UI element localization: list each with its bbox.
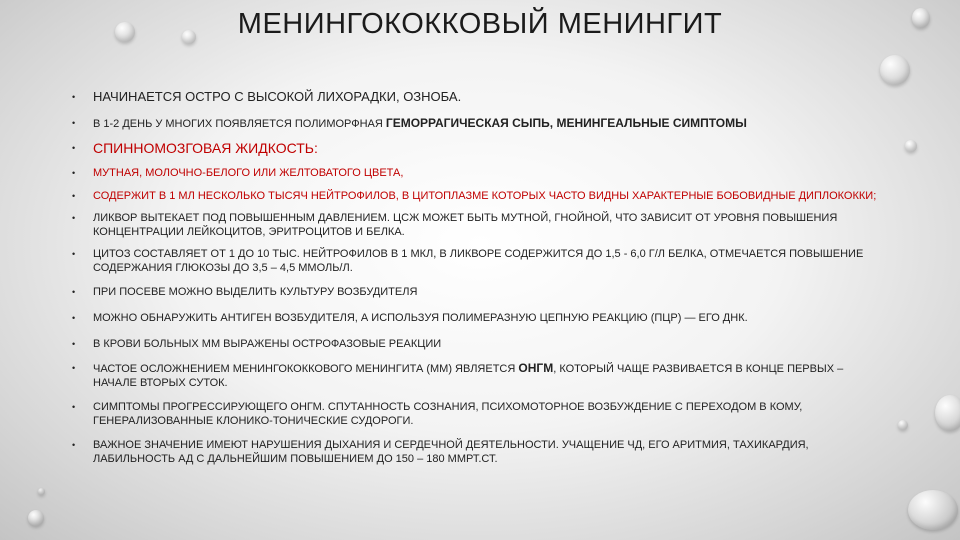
item-text: ЛИКВОР ВЫТЕКАЕТ ПОД ПОВЫШЕННЫМ ДАВЛЕНИЕМ. ЦСЖ МОЖЕТ БЫТЬ МУТНОЙ, ГНОЙНОЙ, ЧТО ЗАВИСИТ ОТ УРОВНЯ ПОВЫШЕНИЯ КОНЦЕНТРАЦИИ ЛЕЙКОЦИТОВ, ЭРИТРОЦИТОВ И БЕЛКА. (93, 212, 838, 238)
water-drop-decoration (935, 395, 960, 431)
bullet-icon: • (72, 339, 76, 349)
bullet-icon: • (72, 191, 76, 201)
item-text: СИМПТОМЫ ПРОГРЕССИРУЮЩЕГО ОНГМ. СПУТАННОСТЬ СОЗНАНИЯ, ПСИХОМОТОРНОЕ ВОЗБУЖДЕНИЕ С ПЕРЕХОДОМ В КОМУ, ГЕНЕРАЛИЗОВАННЫЕ КЛОНИКО-ТОНИЧЕСКИЕ СУДОРОГИ. (93, 401, 803, 427)
item-text: В КРОВИ БОЛЬНЫХ ММ ВЫРАЖЕНЫ ОСТРОФАЗОВЫЕ РЕАКЦИИ (93, 338, 442, 350)
water-drop-decoration (898, 420, 908, 430)
bullet-list (70, 89, 890, 465)
bullet-icon: • (72, 118, 76, 128)
item-text: ПРИ ПОСЕВЕ МОЖНО ВЫДЕЛИТЬ КУЛЬТУРУ ВОЗБУДИТЕЛЯ (93, 286, 418, 298)
list-item (70, 166, 890, 180)
bullet-icon: • (72, 213, 76, 223)
water-drop-decoration (908, 490, 958, 530)
list-item (70, 285, 890, 299)
water-drop-decoration (880, 55, 910, 85)
list-item (70, 189, 890, 203)
item-text: ЦИТОЗ СОСТАВЛЯЕТ ОТ 1 ДО 10 ТЫС. НЕЙТРОФИЛОВ В 1 МКЛ, В ЛИКВОРЕ СОДЕРЖИТСЯ ДО 1,5 - 6,0 Г/Л БЕЛКА, ОТМЕЧАЕТСЯ ПОВЫШЕНИЕ СОДЕРЖАНИЯ ГЛЮКОЗЫ ДО 3,5 – 4,5 ММОЛЬ/Л. (93, 248, 864, 274)
water-drop-decoration (905, 140, 917, 152)
bullet-icon: • (72, 287, 76, 297)
bullet-icon: • (72, 440, 76, 450)
bullet-icon: • (72, 168, 76, 178)
bullet-icon: • (72, 402, 76, 412)
item-text: НАЧИНАЕТСЯ ОСТРО С ВЫСОКОЙ ЛИХОРАДКИ, ОЗНОБА. (93, 89, 462, 104)
list-item (70, 116, 890, 131)
water-drop-decoration (38, 488, 45, 495)
item-text: ЧАСТОЕ ОСЛОЖНЕНИЕМ МЕНИНГОКОККОВОГО МЕНИНГИТА (ММ) ЯВЛЯЕТСЯ (93, 363, 519, 375)
list-item (70, 211, 890, 239)
bullet-icon: • (72, 363, 76, 373)
item-text: , КОТОРЫЙ ЧАЩЕ РАЗВИВАЕТСЯ В КОНЦЕ ПЕРВЫХ – НАЧАЛЕ ВТОРЫХ СУТОК. (93, 363, 844, 389)
list-item (70, 311, 890, 325)
item-text: ВАЖНОЕ ЗНАЧЕНИЕ ИМЕЮТ НАРУШЕНИЯ ДЫХАНИЯ И СЕРДЕЧНОЙ ДЕЯТЕЛЬНОСТИ. УЧАЩЕНИЕ ЧД, ЕГО АРИТМИЯ, ТАХИКАРДИЯ, ЛАБИЛЬНОСТЬ АД С ДАЛЬНЕЙШИМ ПОВЫШЕНИЕМ ДО 150 – 180 ММРТ.СТ. (93, 439, 809, 465)
list-item (70, 400, 890, 428)
item-text: МУТНАЯ, МОЛОЧНО-БЕЛОГО ИЛИ ЖЕЛТОВАТОГО ЦВЕТА, (93, 167, 404, 179)
bullet-icon: • (72, 92, 76, 102)
item-text: В 1-2 ДЕНЬ У МНОГИХ ПОЯВЛЯЕТСЯ ПОЛИМОРФНАЯ (93, 118, 386, 130)
item-text: МОЖНО ОБНАРУЖИТЬ АНТИГЕН ВОЗБУДИТЕЛЯ, А ИСПОЛЬЗУЯ ПОЛИМЕРАЗНУЮ ЦЕПНУЮ РЕАКЦИЮ (ПЦР) — ЕГО ДНК. (93, 312, 748, 324)
list-item (70, 90, 890, 104)
list-item (70, 337, 890, 351)
section-heading: СПИННОМОЗГОВАЯ ЖИДКОСТЬ: (93, 140, 318, 156)
list-item (70, 361, 890, 390)
water-drop-decoration (28, 510, 44, 526)
list-item (70, 438, 890, 466)
bullet-icon: • (72, 249, 76, 259)
list-item (70, 141, 890, 155)
item-text: СОДЕРЖИТ В 1 МЛ НЕСКОЛЬКО ТЫСЯЧ НЕЙТРОФИЛОВ, В ЦИТОПЛАЗМЕ КОТОРЫХ ЧАСТО ВИДНЫ ХАРАКТЕРНЫЕ БОБОВИДНЫЕ ДИПЛОКОККИ; (93, 190, 877, 202)
bullet-icon: • (72, 143, 76, 153)
list-item (70, 247, 890, 275)
item-text-emphasis: ГЕМОРРАГИЧЕСКАЯ СЫПЬ, МЕНИНГЕАЛЬНЫЕ СИМПТОМЫ (385, 116, 747, 130)
bullet-icon: • (72, 313, 76, 323)
item-text-emphasis: ОНГМ (518, 361, 554, 375)
slide-title: МЕНИНГОКОККОВЫЙ МЕНИНГИТ (237, 8, 723, 40)
